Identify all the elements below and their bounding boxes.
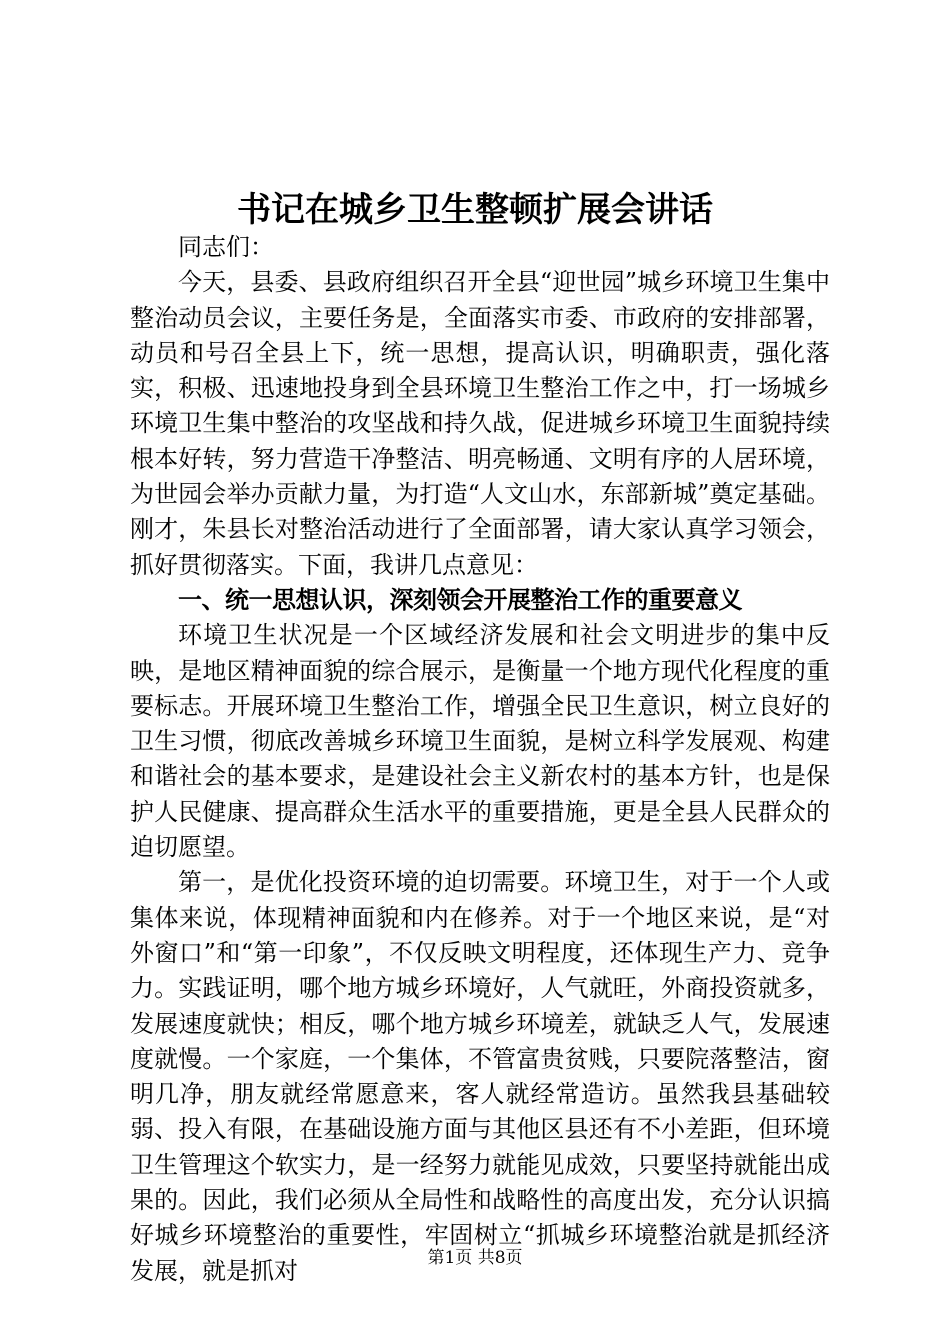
paragraph-intro: 今天，县委、县政府组织召开全县“迎世园”城乡环境卫生集中整治动员会议，主要任务是，全面落实市委、市政府的安排部署，动员和号召全县上下，统一思想，提高认识，明确职责，强化落实，积极、迅速地投身到全县环境卫生整治工作之中，打一场城乡环境卫生集中整治的攻坚战和持久战，促进城乡环境卫生面貌持续根本好转，努力营造干净整洁、明亮畅通、文明有序的人居环境，为世园会举办贡献力量，为打造“人文山水，东部新城”奠定基础。刚才，朱县长对整治活动进行了全面部署，请大家认真学习领会，抓好贯彻落实。下面，我讲几点意见： xyxy=(130,268,830,579)
paragraph-significance: 环境卫生状况是一个区域经济发展和社会文明进步的集中反映，是地区精神面貌的综合展示，是衡量一个地方现代化程度的重要标志。开展环境卫生整治工作，增强全民卫生意识，树立良好的卫生习惯，彻底改善城乡环境卫生面貌，是树立科学发展观、构建和谐社会的基本要求，是建设社会主义新农村的基本方针，也是保护人民健康、提高群众生活水平的重要措施，更是全县人民群众的迫切愿望。 xyxy=(130,621,830,862)
section-heading-1: 一、统一思想认识，深刻领会开展整治工作的重要意义 xyxy=(178,585,742,614)
page-footer: 第1页 共8页 xyxy=(427,1248,523,1268)
document-body xyxy=(130,230,830,1289)
greeting: 同志们： xyxy=(178,233,274,261)
paragraph-first-point: 第一，是优化投资环境的迫切需要。环境卫生，对于一个人或集体来说，体现精神面貌和内在修养。对于一个地区来说，是“对外窗口”和“第一印象”，不仅反映文明程度，还体现生产力、竞争力。实践证明，哪个地方城乡环境好，人气就旺，外商投资就多，发展速度就快；相反，哪个地方城乡环境差，就缺乏人气，发展速度就慢。一个家庭，一个集体，不管富贵贫贱，只要院落整洁，窗明几净，朋友就经常愿意来，客人就经常造访。虽然我县基础较弱、投入有限，在基础设施方面与其他区县还有不小差距，但环境卫生管理这个软实力，是一经努力就能见成效，只要坚持就能出成果的。因此，我们必须从全局性和战略性的高度出发，充分认识搞好城乡环境整治的重要性，牢固树立“抓城乡环境整治就是抓经济发展，就是抓对 xyxy=(130,868,830,1285)
document-title: 书记在城乡卫生整顿扩展会讲话 xyxy=(237,190,713,230)
